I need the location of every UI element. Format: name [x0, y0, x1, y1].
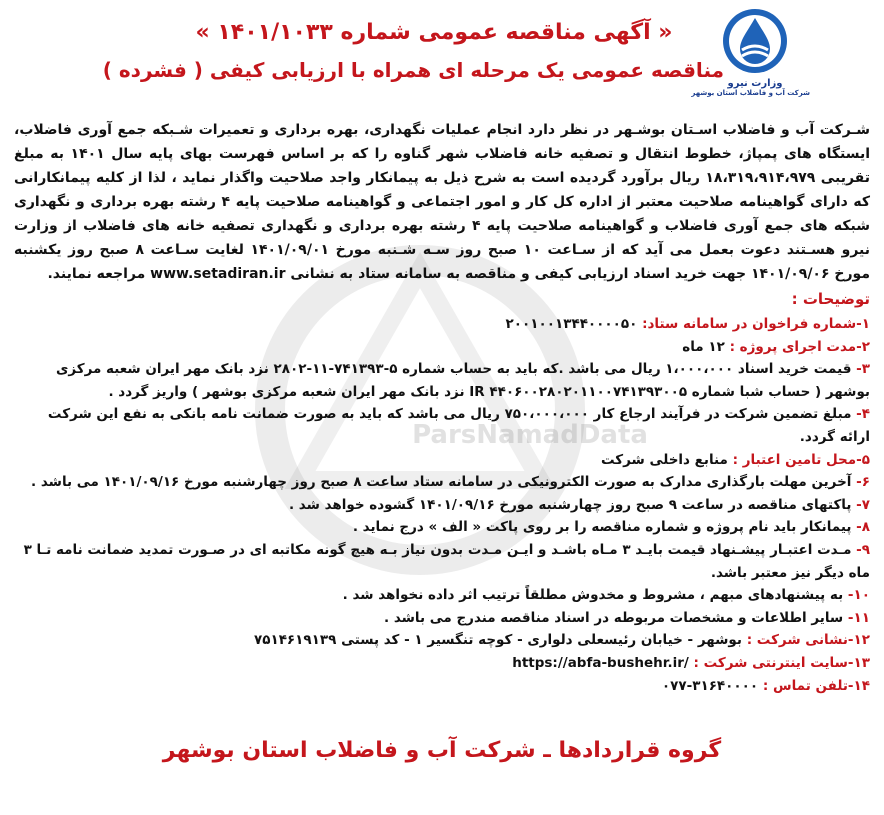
ministry-name: وزارت نیرو [727, 78, 783, 89]
list-item: ۳- قیمت خرید اسناد ۱،۰۰۰،۰۰۰ ریال می باشد .که باید به حساب شماره ۵-۷۴۱۳۹۳-۱۱-۲۸۰۲ نزد بانک مهر ایران شعبه مرکزی بوشهر ( حساب شبا شماره IR ۴۴۰۶۰۰۲۸۰۲۰۱۱۰۰۷۴۱۳۹۳۰۰۵ نزد بانک مهر ایران شعبه مرکزی بوشهر ) واریز گردد . [55, 361, 870, 400]
list-item: ۷- پاکتهای مناقصه در ساعت ۹ صبح روز چهارشنبه مورخ ۱۴۰۱/۰۹/۱۶ گشوده خواهد شد . [288, 496, 870, 513]
water-drop-logo-icon [720, 6, 790, 76]
intro-text-end: مراجعه نمایند. [47, 266, 146, 282]
list-item: ۲-مدت اجرای پروژه : ۱۲ ماه [682, 338, 870, 355]
intro-paragraph [14, 118, 870, 286]
watermark-text: ParsNamadData [412, 420, 648, 450]
announcement-title: « آگهی مناقصه عمومی شماره ۱۴۰۱/۱۰۳۳ » [195, 20, 673, 45]
intro-text: شـرکت آب و فاضلاب اسـتان بوشـهر در نظر دارد انجام عملیات نگهداری، بهره برداری و تعمیرات شـبکه جمع آوری فاضلاب، ایستگاه های پمپاژ، خطوط انتقال و تصفیه خانه فاضلاب شهر گناوه را که بر اساس فهرست بهای پایه سال ۱۴۰۱ به مبلغ تقریبی ۱۸،۳۱۹،۹۱۴،۹۷۹ ریال برآورد گردیده است به شرح ذیل به پیمانکار واجد صلاحیت واگذار نماید ، لذا از کلیه پیمانکارانی که دارای گواهینامه صلاحیت معتبر از اداره کل کار و امور اجتماعی و گواهینامه صلاحیت پایه ۴ رشته بهره برداری و نگهداری شبکه های جمع آوری فاضلاب و گواهینامه صلاحیت پایه ۴ رشته بهره برداری و نگهداری تصفیه خانه های فاضلاب از وزارت نیرو هسـتند دعوت بعمل می آید که از سـاعت ۱۰ صبح روز سـه شـنبه مورخ ۱۴۰۱/۰۹/۰۱ لغایت سـاعت ۸ صبح روز یکشنبه مورخ ۱۴۰۱/۰۹/۰۶ جهت خرید اسناد ارزیابی کیفی و مناقصه به سامانه ستاد به نشانی [14, 122, 871, 282]
list-item: ۱۱- سایر اطلاعات و مشخصات مربوطه در اسناد مناقصه مندرج می باشد . [383, 609, 870, 626]
list-item: ۵-محل تامین اعتبار : منابع داخلی شرکت [601, 451, 870, 468]
list-item: ۱۴-تلفن تماس : ۰۷۷-۳۱۶۴۰۰۰۰ [661, 677, 870, 694]
announcement-subtitle: مناقصه عمومی یک مرحله ای همراه با ارزیابی کیفی ( فشرده ) [102, 58, 724, 82]
list-item: ۱۳-سایت اینترنتی شرکت : https://abfa-bushehr.ir/ [512, 654, 870, 671]
list-item: ۶- آخرین مهلت بارگذاری مدارک به صورت الکترونیکی در سامانه ستاد ساعت ۸ صبح روز چهارشنبه مورخ ۱۴۰۱/۰۹/۱۶ می باشد . [31, 474, 870, 491]
list-item: ۸- پیمانکار باید نام پروژه و شماره مناقصه را بر روی پاکت « الف » درج نماید . [352, 519, 870, 536]
list-item: ۹- مـدت اعتبـار پیشـنهاد قیمت بایـد ۳ مـاه باشـد و ایـن مـدت بدون نیاز بـه هیچ گونه مکاتبه ای در صـورت تمدید ضمانت نامه تـا ۳ ماه دیگر نیز معتبر باشد. [23, 541, 870, 581]
company-name: شرکت آب و فاضلاب استان بوشهر [691, 89, 810, 97]
list-item: ۱۰- به پیشنهادهای مبهم ، مشروط و مخدوش مطلقاً ترتیب اثر داده نخواهد شد . [342, 587, 870, 604]
footer-signature: گروه قراردادها ـ شرکت آب و فاضلاب استان بوشهر [162, 738, 722, 763]
list-item: ۱-شماره فراخوان در سامانه ستاد: ۲۰۰۱۰۰۱۳۴۴۰۰۰۰۵۰ [505, 316, 870, 332]
notes-list [14, 313, 870, 697]
list-item: ۴- مبلغ تضمین شرکت در فرآیند ارجاع کار ۷۵۰،۰۰۰،۰۰۰ ریال می باشد که باید به صورت ضمانت نامه بانکی به نفع این شرکت ارائه گردد. [47, 406, 870, 445]
company-website-link[interactable]: https://abfa-bushehr.ir/ [512, 654, 689, 671]
list-item: ۱۲-نشانی شرکت : بوشهر - خیابان رئیسعلی دلواری - کوچه تنگسیر ۱ - کد پستی ۷۵۱۴۶۱۹۱۳۹ [253, 632, 870, 649]
phone-number: ۰۷۷-۳۱۶۴۰۰۰۰ [661, 677, 759, 694]
notes-heading: توضیحات : [791, 290, 870, 308]
setad-website-link[interactable]: www.setadiran.ir [150, 266, 286, 282]
